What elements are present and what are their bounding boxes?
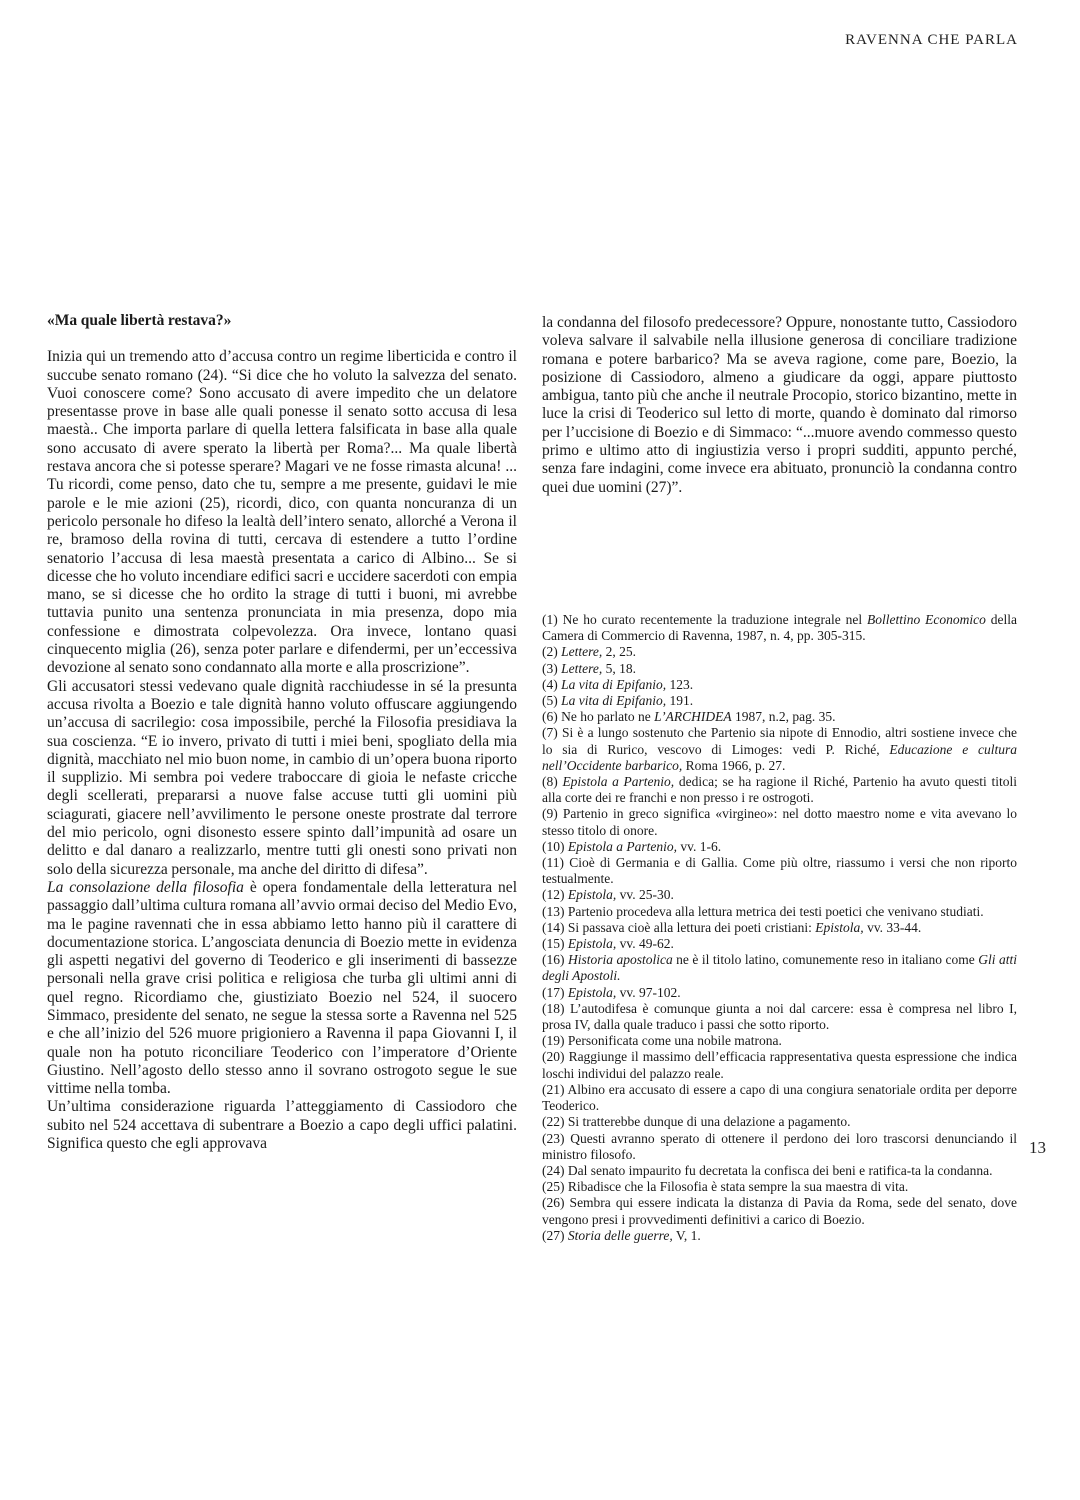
footnote: (11) Cioè di Germania e di Gallia. Come più oltre, riassumo i versi che non riporto testualmente. [542, 855, 1017, 887]
footnote: (16) Historia apostolica ne è il titolo latino, comunemente reso in italiano come Gli atti degli Apostoli. [542, 952, 1017, 984]
footnote: (2) Lettere, 2, 25. [542, 644, 636, 660]
footnote: (12) Epistola, vv. 25-30. [542, 887, 674, 903]
footnote: (7) Si è a lungo sostenuto che Partenio sia nipote di Ennodio, altri sostiene invece che lo sia di Rurico, vescovo di Limoges: vedi P. Riché, Educazione e cultura nell’Occidente barbarico, Roma 1966, p. 27. [542, 725, 1017, 773]
book-title: La consolazione della filosofia [47, 878, 244, 896]
section-heading: «Ma quale libertà restava?» [47, 312, 232, 329]
footnote: (26) Sembra qui essere indicata la distanza di Pavia da Roma, sede del senato, dove vengono presi i provvedimenti definitivi a carico di Boezio. [542, 1195, 1017, 1227]
page-number: 13 [1029, 1138, 1046, 1157]
footnote: (27) Storia delle guerre, V, 1. [542, 1227, 701, 1243]
body-paragraph: la condanna del filosofo predecessore? Oppure, nonostante tutto, Cassiodoro voleva salvare il salvabile nella illusione generosa di conciliare tradizione romana e potere barbarico? Ma se aveva ragione, come pare, Boezio, la posizione di Cassiodoro, almeno a giudicare da oggi, appare piuttosto ambigua, tanto più che anche il neutrale Procopio, storico bizantino, mette in luce la crisi di Teoderico sul letto di morte, quando è dominato dal rimorso per l’uccisione di Boezio e di Simmaco: “...muore avendo commesso questo primo e ultimo atto di ingiustizia verso i propri sudditi, appunto perché, senza fare indagini, come invece era abituato, pronunciò la condanna contro quei due uomini (27)”. [542, 314, 1017, 496]
footnote: (10) Epistola a Partenio, vv. 1-6. [542, 838, 722, 854]
body-paragraph: Inizia qui un tremendo atto d’accusa contro un regime liberticida e contro il succube senato romano (24). “Si dice che ho voluto la salvezza del senato. Vuoi conoscere come? Sono accusato di avere impedito che un delatore presentasse prove in base alle quali ponesse il senato sotto accusa di lesa maestà.. Che importa parlare di quella lettera falsificata in base alla quale sono accusato di avere sperato la libertà per Roma?... Ma quale libertà restava ancora che si potesse sperare? Magari ve ne fosse rimasta alcuna! ... Tu ricordi, come penso, dato che tu, sempre a me presente, guidavi le mie parole e le mie azioni (25), ricordi, dico, con quanta noncuranza di un pericolo personale ho difeso la lealtà dell’intero senato, allorché a Verona il re, bramoso della rovina di tutti, cercava di estendere a tutto l’ordine senatorio l’accusa di lesa maestà presentata a carico di Albino... Se si dicesse che ho voluto incendiare edifici sacri e uccidere sacerdoti con empia mano, se si dicesse che ho ordito la strage di tutti i buoni, mi avrebbe tuttavia punito una sentenza pronunciata in mia presenza, dopo mia confessione e dimostrata colpevolezza. Ora invece, lontano quasi cinquecento miglia (26), senza poter parlare e difendermi, per un’eccessiva devozione al senato sono condannato alla morte e alla proscrizione”. [47, 348, 517, 677]
body-paragraph: Un’ultima considerazione riguarda l’atteggiamento di Cassiodoro che subito nel 524 accettava di subentrare a Boezio a capo degli uffici palatini. Significa questo che egli approvava [47, 1098, 517, 1153]
footnote: (8) Epistola a Partenio, dedica; se ha ragione il Riché, Partenio ha avuto questi titoli alla corte dei re franchi e non presso i re ostrogoti. [542, 774, 1017, 806]
footnote: (18) L’autodifesa è comunque giunta a noi dal carcere: essa è compresa nel libro I, prosa IV, dalla quale traduco i passi che sotto riporto. [542, 1000, 1017, 1033]
footnote: (22) Si tratterebbe dunque di una delazione a pagamento. [542, 1114, 851, 1130]
left-column [47, 312, 517, 1153]
footnote: (17) Epistola, vv. 97-102. [542, 984, 681, 1000]
body-paragraph: La consolazione della filosofia è opera fondamentale della letteratura nel passaggio dall’ultima cultura romana all’avvio ormai deciso del Medio Evo, ma le pagine ravennati che in essa abbiamo letto hanno più il carattere di documentazione storica. L’angosciata denuncia di Boezio mette in evidenza gli aspetti negativi del governo di Teoderico e gli inserimenti di bassezze personali nella grave crisi politica e religiosa che turba gli ultimi anni di quel regno. Ricordiamo che, giustiziato Boezio nel 524, il suocero Simmaco, presidente del senato, ne segue la stessa sorte a Ravenna nel 525 e che all’inizio del 526 muore prigioniero a Ravenna il papa Giovanni I, il quale non ha potuto riconciliare Teoderico con l’imperatore d’Oriente Giustino. Nell’agosto dello stesso anno il sovrano ostrogoto segue le sue vittime nella tomba. [47, 878, 517, 1098]
footnote: (13) Partenio procedeva alla lettura metrica dei testi poetici che venivano studiati. [542, 903, 984, 919]
footnote: (15) Epistola, vv. 49-62. [542, 936, 674, 952]
footnotes [542, 612, 1017, 1244]
footnote: (1) Ne ho curato recentemente la traduzione integrale nel Bollettino Economico della Camera di Commercio di Ravenna, 1987, n. 4, pp. 305-315. [542, 612, 1017, 644]
footnote: (9) Partenio in greco significa «virgineo»: nel dotto maestro nome e vita avevano lo stesso titolo di onore. [542, 806, 1017, 838]
footnote: (4) La vita di Epifanio, 123. [542, 676, 694, 692]
footnote: (20) Raggiunge il massimo dell’efficacia rappresentativa questa espressione che indica loschi individui del palazzo reale. [542, 1049, 1017, 1081]
footnote: (19) Personificata come una nobile matrona. [542, 1033, 782, 1049]
body-paragraph: Gli accusatori stessi vedevano quale dignità racchiudesse in sé la presunta accusa rivolta a Boezio e tale dignità hanno voluto offuscare aggiungendo un’accusa di sacrilegio: cosa impossibile, perché la Filosofia presidiava la sua coscienza. “E io invero, privato di tutti i miei beni, spogliato della mia dignità, macchiato nel mio buon nome, in cambio di un’opera buona riporto il supplizio. Mi sembra poi vedere traboccare di gioia le nefaste cricche degli scellerati, prepararsi a nuove false accuse tutti gli uomini più sciagurati, giacere nell’avvilimento le persone oneste prostrate dal terrore del mio pericolo, ogni disonesto essere spinto dall’impunità ad osare un delitto e dal danaro a realizzarlo, mentre tutti gli onesti sono privati non solo della sicurezza personale, ma anche del diritto di difesa”. [47, 677, 517, 878]
footnote: (24) Dal senato impaurito fu decretata la confisca dei beni e ratifica-ta la condanna. [542, 1162, 993, 1178]
footnote: (5) La vita di Epifanio, 191. [542, 693, 694, 709]
footnote: (23) Questi avranno sperato di ottenere il perdono dei loro trascorsi denunciando il ministro filosofo. [542, 1130, 1017, 1162]
footnote: (21) Albino era accusato di essere a capo di una congiura senatoriale ordita per deporre Teoderico. [542, 1081, 1017, 1114]
footnote: (25) Ribadisce che la Filosofia è stata sempre la sua maestra di vita. [542, 1179, 909, 1195]
running-header: RAVENNA CHE PARLA [845, 32, 1018, 48]
footnote: (14) Si passava cioè alla lettura dei poeti cristiani: Epistola, vv. 33-44. [542, 919, 922, 935]
right-column [542, 314, 1017, 497]
footnote: (3) Lettere, 5, 18. [542, 660, 636, 676]
footnote: (6) Ne ho parlato ne L’ARCHIDEA 1987, n.2, pag. 35. [542, 709, 836, 725]
